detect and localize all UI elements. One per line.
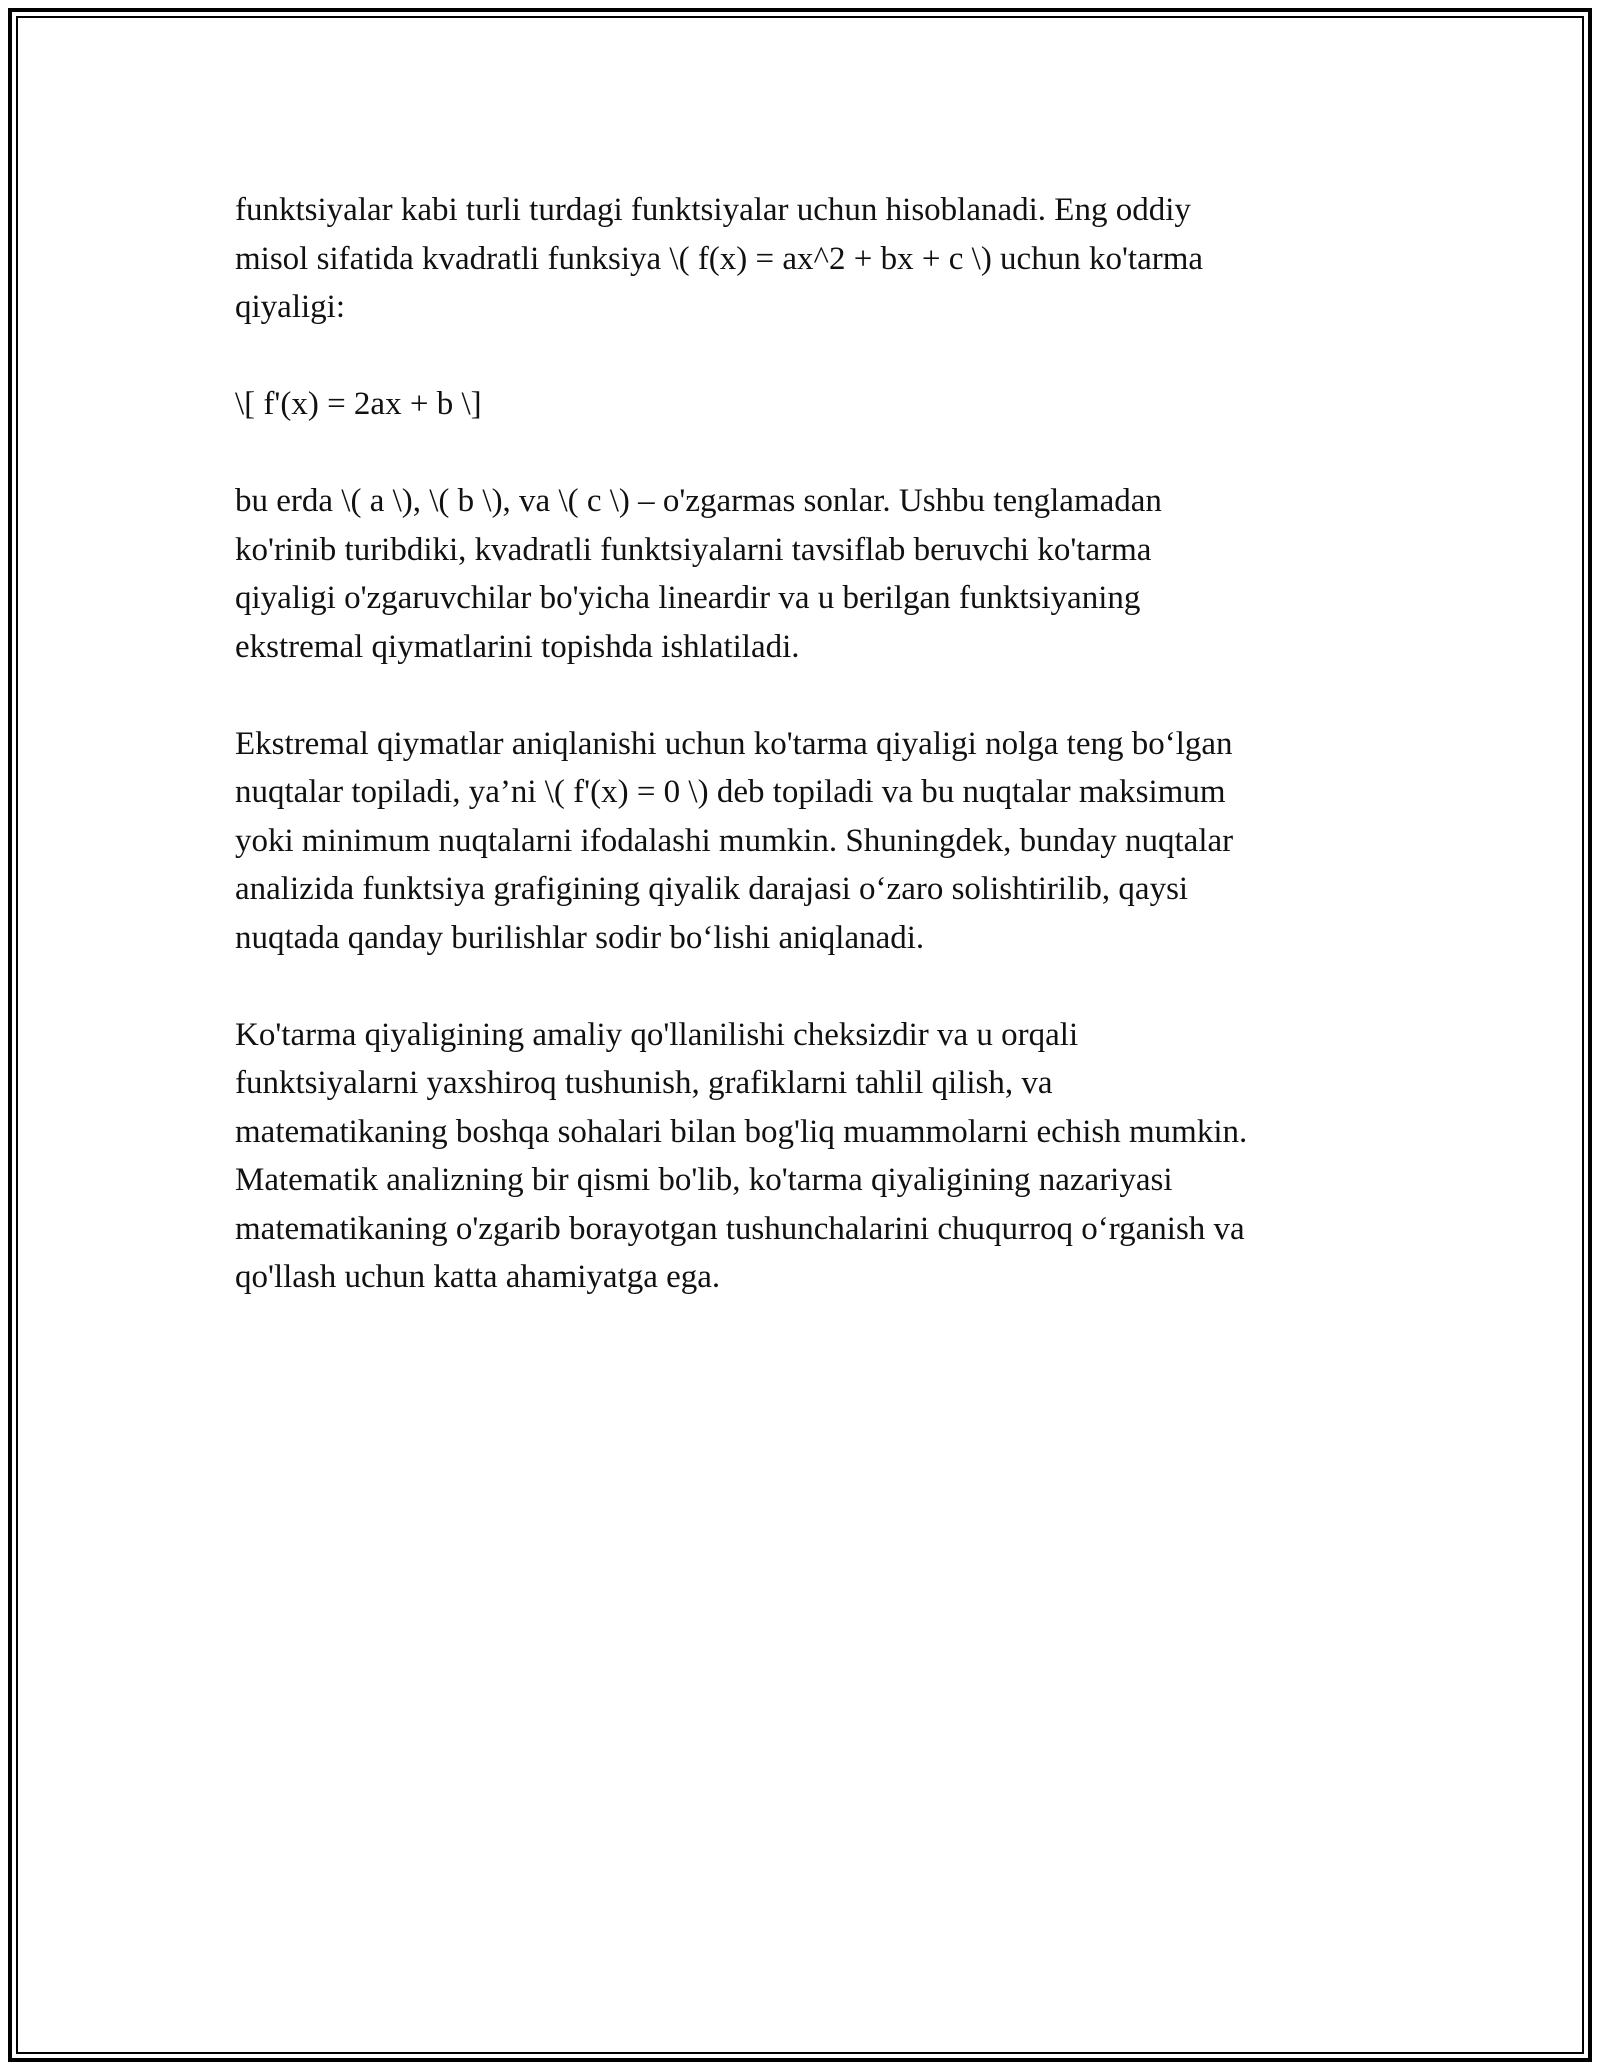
text-line: analizida funktsiya grafigining qiyalik darajasi o‘zaro solishtirilib, qaysi [235,871,1189,907]
paragraph-intro [235,186,1375,332]
paragraph-applications [235,1011,1375,1302]
text-line: nuqtalar topiladi, ya’ni \( f'(x) = 0 \) deb topiladi va bu nuqtalar maksimum [235,774,1226,810]
text-line: bu erda \( a \), \( b \), va \( c \) – o'zgarmas sonlar. Ushbu tenglamadan [235,483,1162,519]
text-line: yoki minimum nuqtalarni ifodalashi mumkin. Shuningdek, bunday nuqtalar [235,822,1234,859]
text-line: Ekstremal qiymatlar aniqlanishi uchun ko'tarma qiyaligi nolga teng bo‘lgan [235,725,1233,762]
text-line: matematikaning o'zgarib borayotgan tushunchalarini chuqurroq o‘rganish va [235,1210,1245,1247]
text-line: Matematik analizning bir qismi bo'lib, ko'tarma qiyaligining nazariyasi [235,1162,1173,1198]
text-line: matematikaning boshqa sohalari bilan bog'liq muammolarni echish mumkin. [235,1113,1248,1150]
formula-line: \[ f'(x) = 2ax + b \] [235,386,482,422]
text-line: funktsiyalar kabi turli turdagi funktsiyalar uchun hisoblanadi. Eng oddiy [235,192,1191,228]
paragraph-formula [235,380,1375,429]
text-line: funktsiyalarni yaxshiroq tushunish, grafiklarni tahlil qilish, va [235,1065,1053,1101]
text-line: qiyaligi o'zgaruvchilar bo'yicha lineardir va u berilgan funktsiyaning [235,580,1141,616]
text-line: Ko'tarma qiyaligining amaliy qo'llanilishi cheksizdir va u orqali [235,1016,1079,1053]
text-line: ekstremal qiymatlarini topishda ishlatiladi. [235,628,800,665]
paragraph-constants [235,477,1375,671]
document-body [235,186,1375,1350]
text-line: ko'rinib turibdiki, kvadratli funktsiyalarni tavsiflab beruvchi ko'tarma [235,531,1152,568]
text-line: qiyaligi: [235,289,345,325]
text-line: qo'llash uchun katta ahamiyatga ega. [235,1259,721,1295]
text-line: nuqtada qanday burilishlar sodir bo‘lishi aniqlanadi. [235,919,925,956]
paragraph-extremal [235,720,1375,963]
text-line: misol sifatida kvadratli funksiya \( f(x) = ax^2 + bx + c \) uchun ko'tarma [235,240,1204,277]
